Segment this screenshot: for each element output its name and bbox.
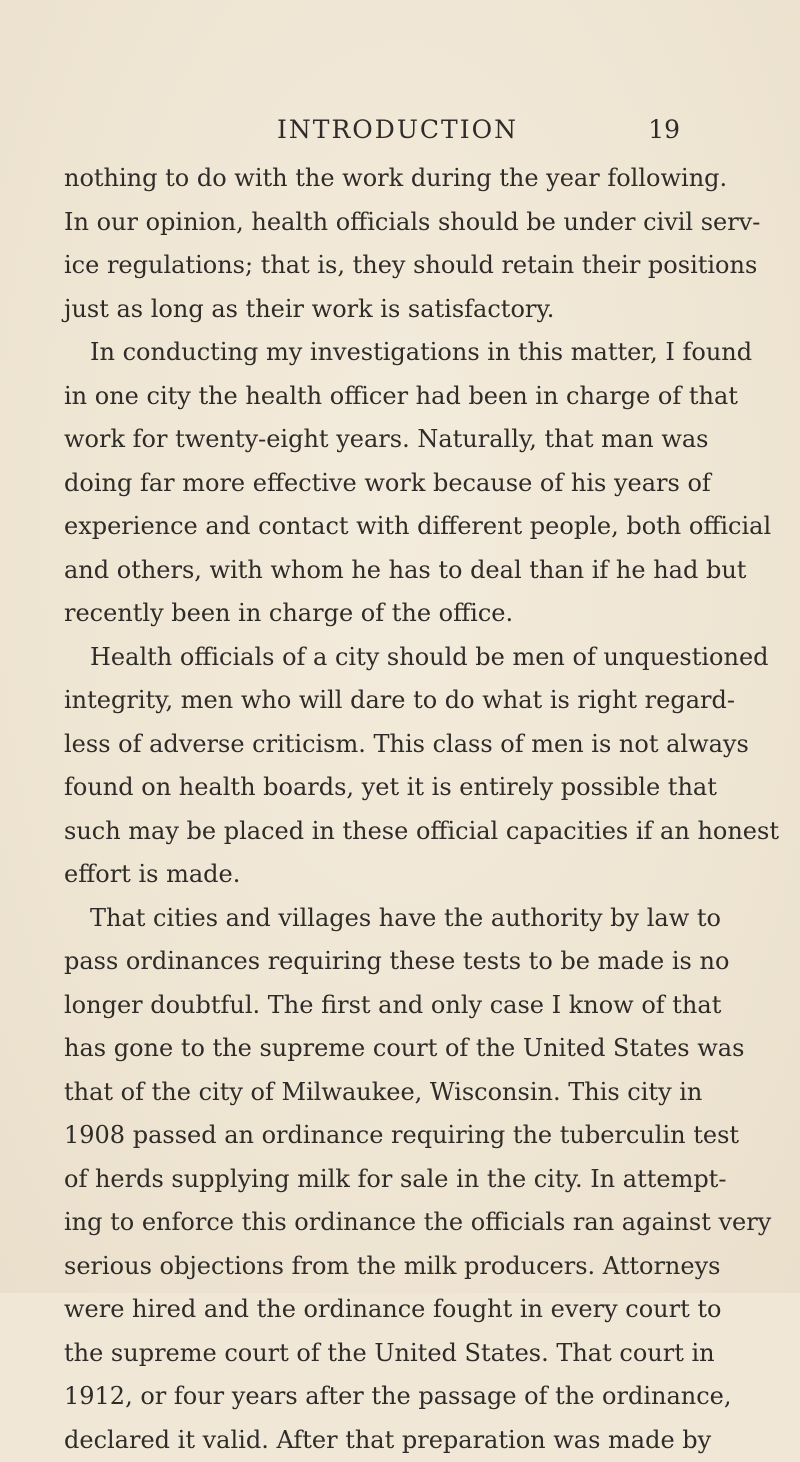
text-line: integrity, men who will dare to do what is right regard- [64, 679, 680, 723]
text-line: serious objections from the milk producers. Attorneys [64, 1245, 680, 1289]
text-line: doing far more effective work because of his years of [64, 462, 680, 506]
text-line: just as long as their work is satisfactory. [64, 288, 680, 332]
text-line: found on health boards, yet it is entirely possible that [64, 766, 680, 810]
text-line: That cities and villages have the authority by law to [64, 897, 680, 941]
text-line: nothing to do with the work during the year following. [64, 157, 680, 201]
text-line: Health officials of a city should be men of unquestioned [64, 636, 680, 680]
text-line: declared it valid. After that preparation was made by [64, 1419, 680, 1462]
text-line: ing to enforce this ordinance the officials ran against very [64, 1201, 680, 1245]
text-line: In our opinion, health officials should be under civil serv- [64, 201, 680, 245]
text-line: 1908 passed an ordinance requiring the tuberculin test [64, 1114, 680, 1158]
page-number: 19 [648, 112, 680, 148]
text-line: experience and contact with different people, both official [64, 505, 680, 549]
text-line: 1912, or four years after the passage of the ordinance, [64, 1375, 680, 1419]
text-line: of herds supplying milk for sale in the city. In attempt- [64, 1158, 680, 1202]
running-title: INTRODUCTION [115, 112, 680, 148]
text-line: in one city the health officer had been in charge of that [64, 375, 680, 419]
text-line: In conducting my investigations in this matter, I found [64, 331, 680, 375]
running-head [115, 112, 680, 148]
text-line: such may be placed in these official capacities if an honest [64, 810, 680, 854]
text-line: pass ordinances requiring these tests to be made is no [64, 940, 680, 984]
text-line: ice regulations; that is, they should retain their positions [64, 244, 680, 288]
text-line: and others, with whom he has to deal than if he had but [64, 549, 680, 593]
text-line: less of adverse criticism. This class of men is not always [64, 723, 680, 767]
text-line: work for twenty-eight years. Naturally, that man was [64, 418, 680, 462]
text-line: has gone to the supreme court of the United States was [64, 1027, 680, 1071]
text-line: recently been in charge of the office. [64, 592, 680, 636]
text-line: effort is made. [64, 853, 680, 897]
text-line: the supreme court of the United States. That court in [64, 1332, 680, 1376]
text-line: longer doubtful. The first and only case I know of that [64, 984, 680, 1028]
text-line: that of the city of Milwaukee, Wisconsin. This city in [64, 1071, 680, 1115]
body-text [64, 157, 680, 1462]
text-line: were hired and the ordinance fought in every court to [64, 1288, 680, 1332]
